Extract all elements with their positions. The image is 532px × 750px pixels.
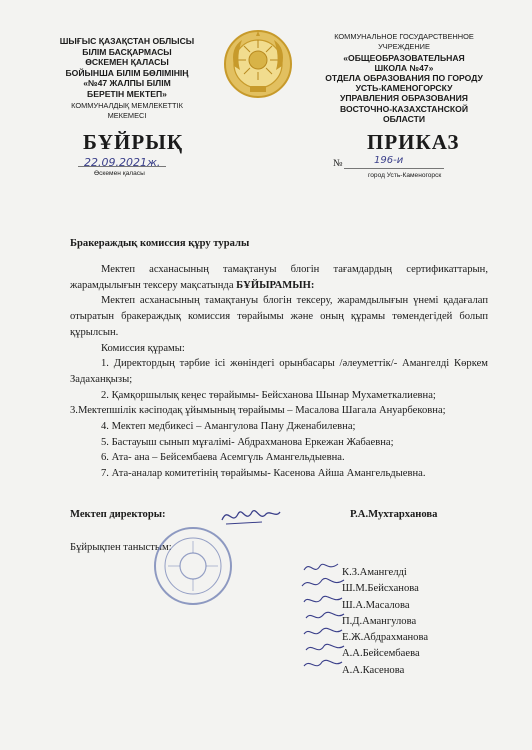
list-item: П.Д.Амангулова — [342, 615, 417, 627]
header-line: БОЙЫНША БІЛІМ БӨЛІМІНІҢ — [65, 67, 189, 78]
acquainted-list — [342, 565, 428, 679]
member-item: 7. Ата-аналар комитетінің төрайымы- Касенова Айша Амангельдыевна. — [101, 468, 426, 480]
header-line: УПРАВЛЕНИЯ ОБРАЗОВАНИЯ — [340, 93, 468, 104]
number-underline — [344, 168, 444, 169]
header-line: «ОБЩЕОБРАЗОВАТЕЛЬНАЯ — [343, 52, 465, 63]
header-line: ШКОЛА №47» — [374, 62, 434, 73]
member-item: 2. Қамқоршылық кеңес төрайымы- Бейсханова Шынар Мухаметкалиевна; — [101, 389, 436, 401]
order-subject: Бракераждық комиссия құру туралы — [70, 238, 250, 249]
header-line: БІЛІМ БАСҚАРМАСЫ — [82, 46, 172, 57]
header-subline: УЧРЕЖДЕНИЕ — [378, 41, 430, 51]
header-subline: МЕКЕМЕСІ — [107, 110, 147, 120]
paragraph: Комиссия құрамы: — [101, 342, 185, 354]
header-line: БЕРЕТІН МЕКТЕП» — [87, 88, 167, 99]
number-value: 196-и — [374, 155, 404, 166]
date-value: 22.09.2021ж. — [84, 156, 161, 169]
city-kz: Өскемен қаласы — [94, 170, 145, 177]
member-item: 3.Мектепшілік кәсіподақ ұйымының төрайымы – Масалова Шагала Ануарбековна; — [70, 405, 446, 417]
list-item: А.А.Касенова — [342, 664, 405, 676]
header-line: УСТЬ-КАМЕНОГОРСКУ — [355, 83, 453, 94]
header-line: «№47 ЖАЛПЫ БІЛІМ — [83, 78, 171, 89]
city-ru: город Усть-Каменогорск — [368, 172, 442, 179]
number-label: № — [333, 158, 343, 169]
title-kz: БҰЙРЫҚ — [83, 130, 184, 154]
header-right-ru — [318, 33, 490, 124]
header-line: ШЫҒЫС ҚАЗАҚСТАН ОБЛЫСЫ — [59, 36, 195, 46]
order-body — [70, 262, 488, 482]
header-left-kz — [52, 36, 202, 120]
paragraph — [70, 262, 488, 293]
header-line: ОБЛАСТИ — [382, 113, 426, 124]
header-subline: КОММУНАЛДЫҚ МЕМЛЕКЕТТІК — [71, 100, 183, 110]
member-item: 6. Ата- ана – Бейсембаева Асемгүль Амангельдыевна. — [101, 452, 345, 464]
signature-title: Мектеп директоры: — [70, 509, 166, 520]
header-line: ВОСТОЧНО-КАЗАХСТАНСКОЙ — [339, 103, 469, 114]
signature-name: Р.А.Мухтарханова — [350, 509, 438, 520]
paragraph-text: Мектеп асханасының тамақтануы блогін тағамдардың сертификаттарын, жарамдылығын тексеру мақсатында — [70, 264, 488, 291]
list-item: Е.Ж.Абдрахманова — [342, 632, 429, 644]
member-item: 5. Бастауыш сынып мұғалімі- Абдрахманова Еркежан Жабаевна; — [101, 436, 394, 448]
round-stamp-icon — [152, 525, 234, 607]
date-underline — [78, 166, 166, 167]
order-keyword: БҰЙЫРАМЫН: — [236, 279, 315, 291]
list-item: Ш.А.Масалова — [342, 599, 410, 611]
state-emblem-icon — [220, 26, 296, 102]
paragraph: Мектеп асханасының тамақтануы блогін тексеру, жарамдылығын үнемі қадағалап отыратын бракераждық комиссия төрайымы және оның құрамы төмендегідей болып құрылсын. — [70, 295, 488, 338]
list-item: К.З.Амангелді — [342, 567, 407, 578]
member-item: 4. Мектеп медбикесі – Амангулова Пану Дженабилевна; — [101, 421, 356, 433]
list-item: Ш.М.Бейсханова — [342, 583, 419, 595]
header-line: ОТДЕЛА ОБРАЗОВАНИЯ ПО ГОРОДУ — [325, 73, 483, 83]
list-item: А.А.Бейсембаева — [342, 648, 420, 660]
member-item: 1. Директордың тәрбие ісі жөніндегі орынбасары /әлеуметтік/- Амангелді Көркем Задаханқызы; — [70, 358, 488, 385]
acquainted-label: Бұйрықпен таныстым: — [70, 542, 172, 553]
header-subline: КОММУНАЛЬНОЕ ГОСУДАРСТВЕННОЕ — [334, 32, 474, 41]
title-ru: ПРИКАЗ — [367, 130, 460, 154]
header-line: ӨСКЕМЕН ҚАЛАСЫ — [85, 57, 169, 68]
